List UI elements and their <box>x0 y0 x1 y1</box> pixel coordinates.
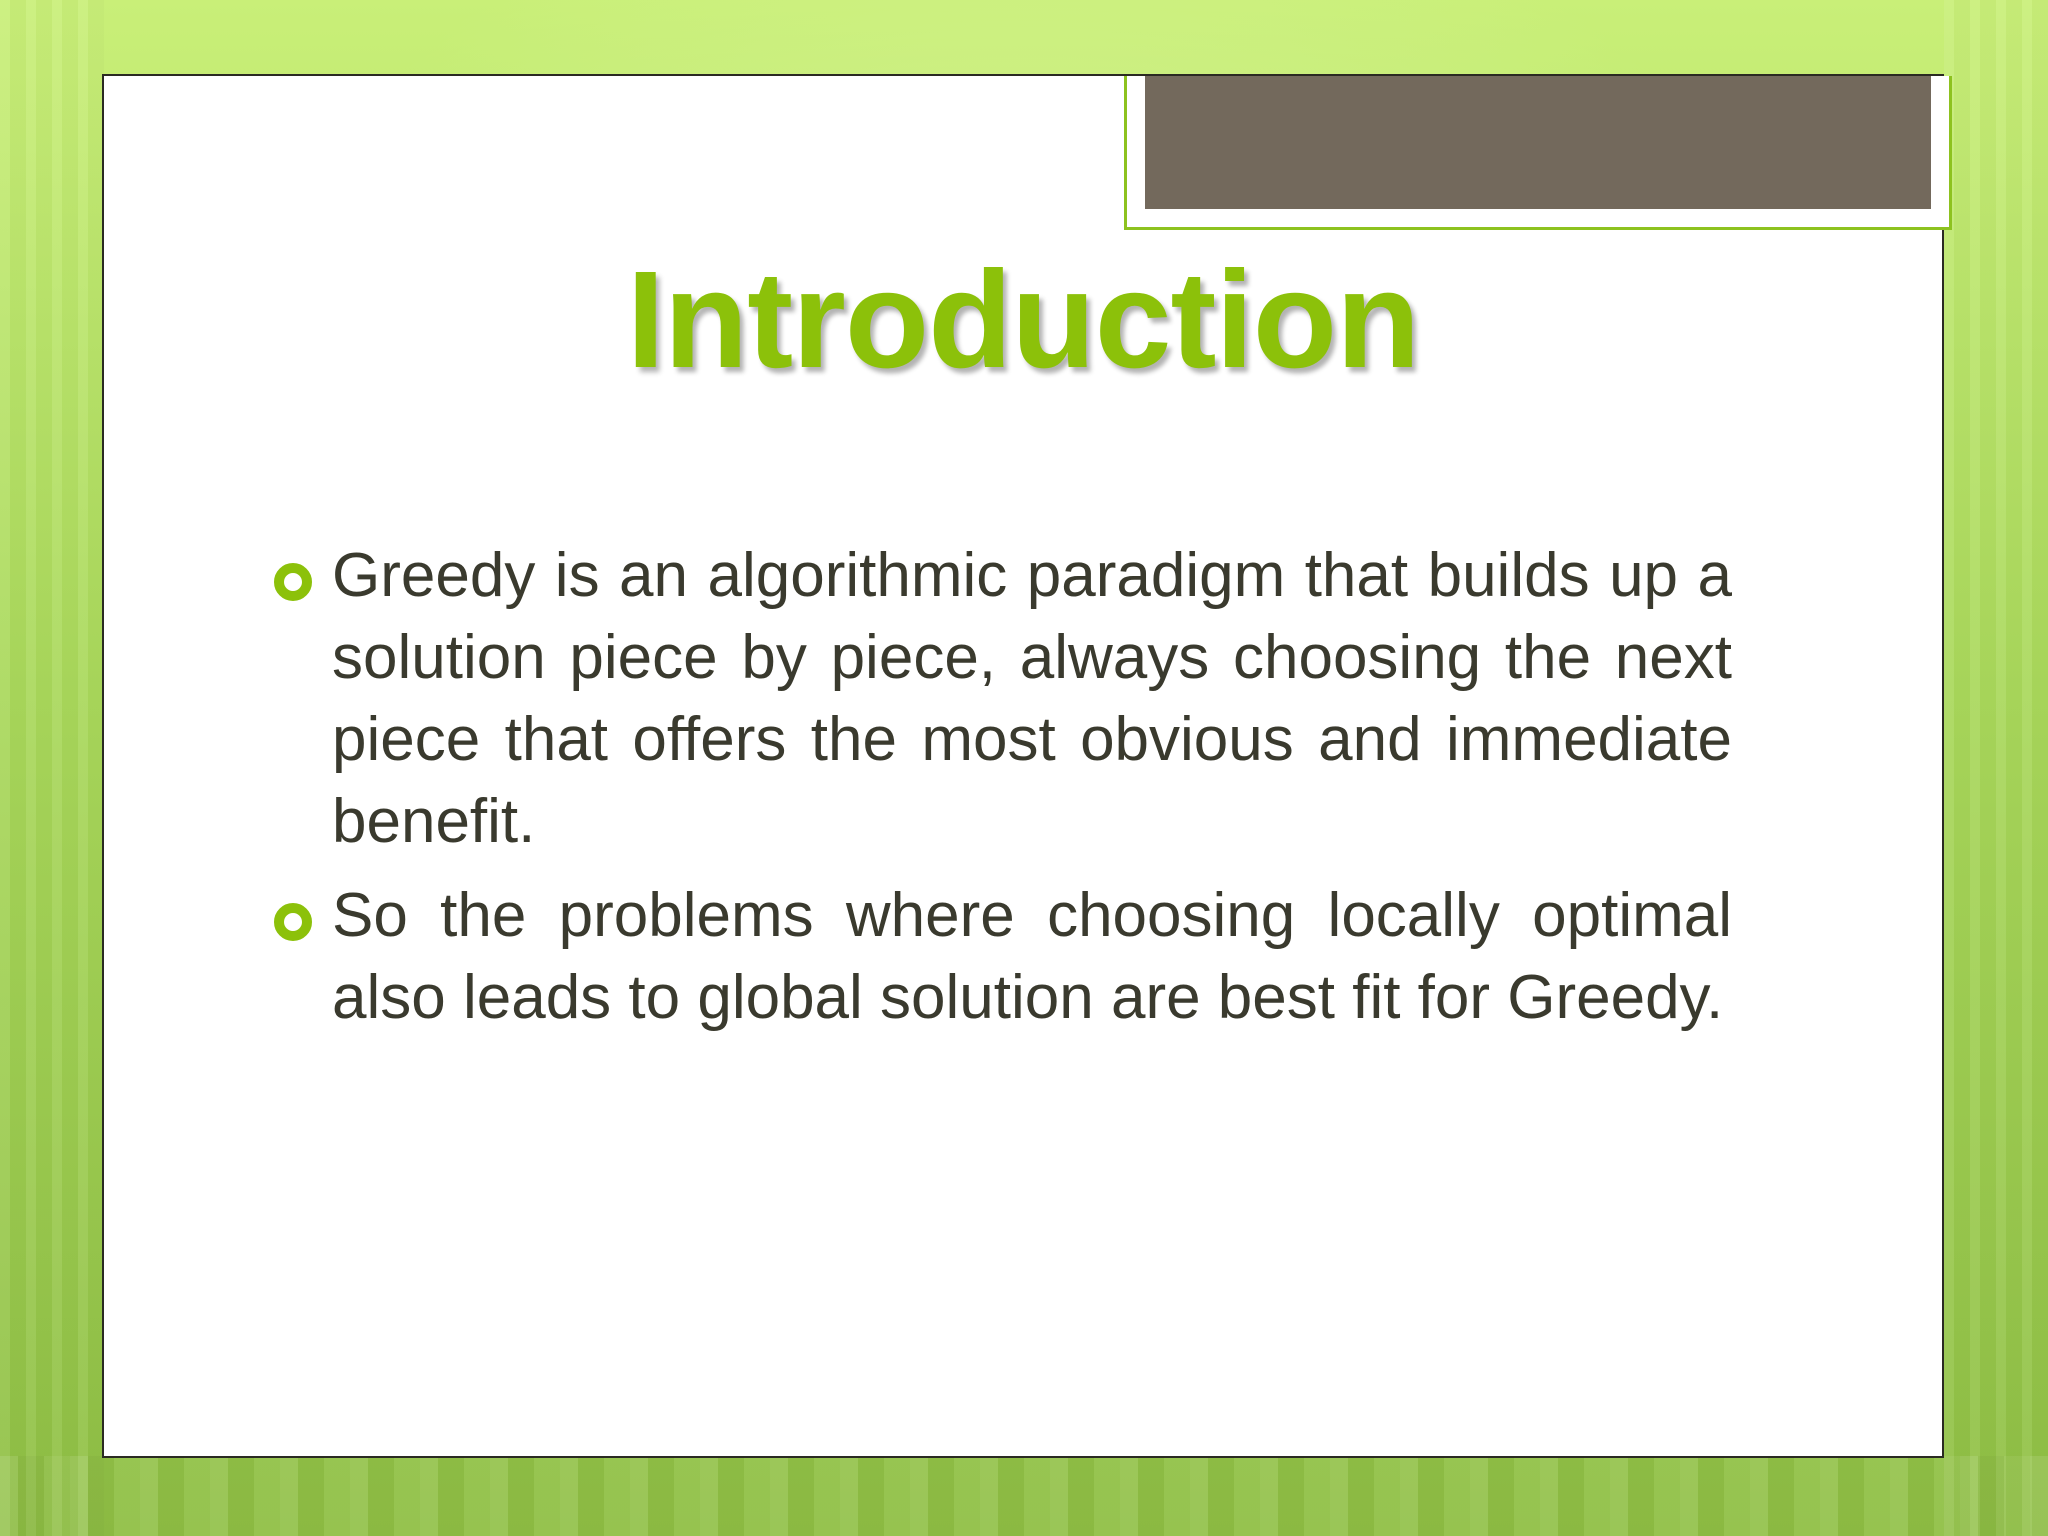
bullet-list <box>272 535 1732 1051</box>
title-tab <box>1124 76 1952 230</box>
title-tab-fill <box>1145 76 1931 209</box>
bullet-item <box>272 535 1732 863</box>
ring-bullet-icon <box>274 903 312 941</box>
background-pattern-right <box>1944 0 2048 1536</box>
background-pattern-left <box>0 0 104 1536</box>
background-stripes <box>0 1456 2048 1536</box>
bullet-text: So the problems where choosing locally optimal also leads to global solution are best fit for Greedy. <box>332 881 1732 1032</box>
ring-bullet-icon <box>274 563 312 601</box>
bullet-item <box>272 875 1732 1039</box>
bullet-text: Greedy is an algorithmic paradigm that builds up a solution piece by piece, always choosing the next piece that offers the most obvious and immediate benefit. <box>332 541 1732 856</box>
slide-title: Introduction <box>626 243 1420 397</box>
